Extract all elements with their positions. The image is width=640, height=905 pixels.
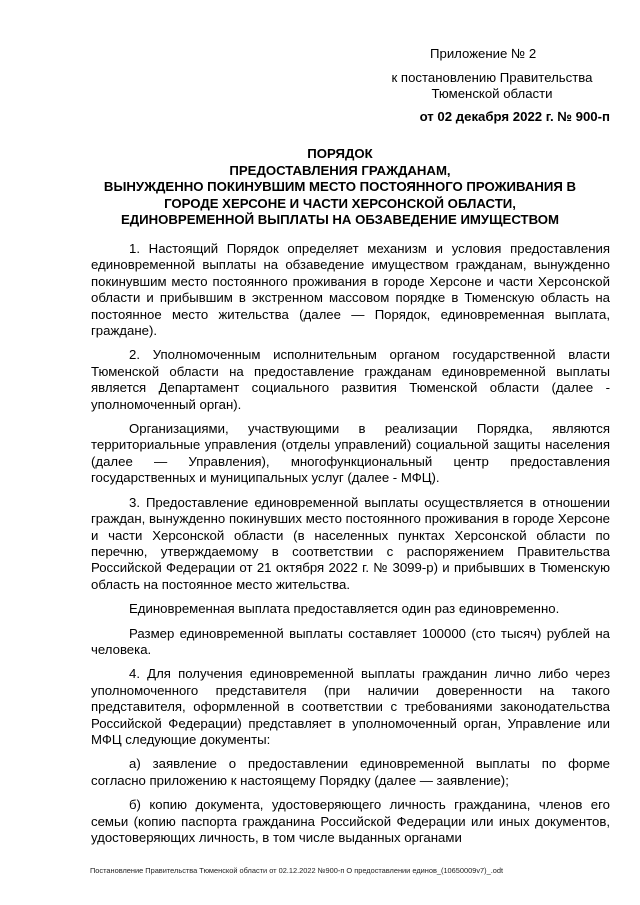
paragraph-1: 1. Настоящий Порядок определяет механизм и условия предоставления единовременной выплаты на обзаведение имуществом гражданам, вынужденно покинувшим место постоянного проживания в городе Херсоне и части Херсонской области и прибывшим в экстренном массовом порядке в Тюменскую область на постоянное место жительства (далее — Порядок, единовременная выплата, граждане). (91, 241, 610, 339)
appendix-reference (374, 70, 610, 102)
paragraph-amount: Размер единовременной выплаты составляет 100000 (сто тысяч) рублей на человека. (91, 625, 610, 657)
appendix-reference-line1: к постановлению Правительства (391, 70, 593, 85)
paragraph-4a: а) заявление о предоставлении единовременной выплаты по форме согласно приложению к настоящему Порядку (далее — заявление); (91, 756, 610, 788)
paragraph-organizations: Организациями, участвующими в реализации Порядка, являются территориальные управления (отделы управлений) социальной защиты населения (далее — Управления), многофункциональный центр предоставления государственных и муниципальных услуг (далее - МФЦ). (91, 421, 610, 486)
document-title (80, 146, 600, 229)
document-body (91, 241, 610, 854)
paragraph-2: 2. Уполномоченным исполнительным органом государственной власти Тюменской области на предоставление гражданам единовременной выплаты является Департамент социального развития Тюменской области (далее - уполномоченный орган). (91, 347, 610, 412)
title-line-2: ПРЕДОСТАВЛЕНИЯ ГРАЖДАНАМ, (229, 162, 451, 178)
title-line-3: ВЫНУЖДЕННО ПОКИНУВШИМ МЕСТО ПОСТОЯННОГО ПРОЖИВАНИЯ В (103, 179, 577, 195)
appendix-number: Приложение № 2 (430, 46, 537, 61)
paragraph-4: 4. Для получения единовременной выплаты гражданин лично либо через уполномоченного представителя (при наличии доверенности на такого представителя, оформленной в соответствии с требованиями законодательства Российской Федерации) представляет в уполномоченный орган, Управление или МФЦ следующие документы: (91, 666, 610, 747)
title-line-4: ГОРОДЕ ХЕРСОНЕ И ЧАСТИ ХЕРСОНСКОЙ ОБЛАСТИ, (164, 195, 516, 211)
page-footer: Постановление Правительства Тюменской области от 02.12.2022 №900-п О предоставлении единов_(10650009v7)_.odt (90, 866, 504, 875)
appendix-reference-line2: Тюменской области (431, 86, 553, 101)
paragraph-4b: б) копию документа, удостоверяющего личность гражданина, членов его семьи (копию паспорта гражданина Российской Федерации или иных документов, удостоверяющих личность, в том числе выданных органами (91, 797, 610, 845)
paragraph-once: Единовременная выплата предоставляется один раз единовременно. (129, 601, 560, 617)
title-line-5: ЕДИНОВРЕМЕННОЙ ВЫПЛАТЫ НА ОБЗАВЕДЕНИЕ ИМУЩЕСТВОМ (120, 212, 560, 228)
paragraph-3: 3. Предоставление единовременной выплаты осуществляется в отношении граждан, вынужденно покинувших место постоянного проживания в городе Херсоне и части Херсонской области (в населенных пунктах Херсонской области по перечню, утверждаемому в соответствии с распоряжением Правительства Российской Федерации от 21 октября 2022 г. № 3099-р) и прибывших в Тюменскую область на постоянное место жительства. (91, 494, 610, 592)
resolution-date-number: от 02 декабря 2022 г. № 900-п (419, 109, 610, 124)
title-line-1: ПОРЯДОК (307, 146, 373, 161)
